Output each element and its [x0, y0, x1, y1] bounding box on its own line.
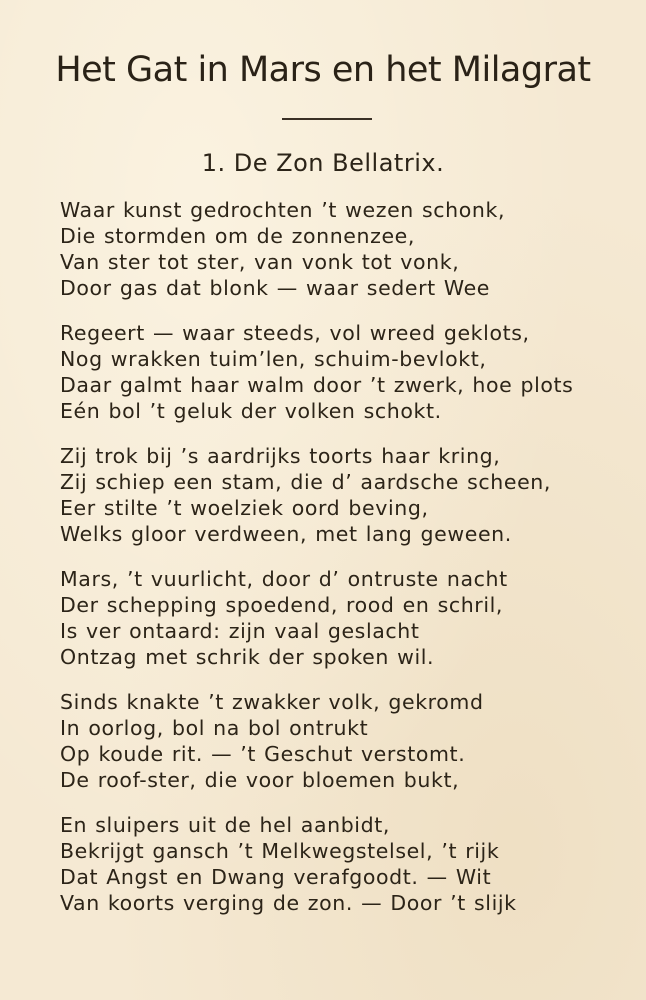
poem-line: De roof-ster, die voor bloemen bukt, [60, 768, 460, 792]
poem-line: Mars, ’t vuurlicht, door d’ ontruste nacht [60, 567, 508, 591]
stanza-2 [60, 320, 620, 424]
poem-line: Die stormden om de zonnenzee, [60, 224, 416, 248]
poem-line: Is ver ontaard: zijn vaal geslacht [60, 619, 420, 643]
poem-line: Zij trok bij ’s aardrijks toorts haar kring, [60, 444, 501, 468]
poem-line: Welks gloor verdween, met lang geween. [60, 522, 512, 546]
poem-line: Zij schiep een stam, die d’ aardsche scheen, [60, 470, 551, 494]
stanza-3 [60, 443, 620, 547]
poem-line: Eén bol ’t geluk der volken schokt. [60, 399, 442, 423]
poem-line: Dat Angst en Dwang verafgoodt. — Wit [60, 865, 492, 889]
stanza-1 [60, 197, 620, 301]
poem-line: Der schepping spoedend, rood en schril, [60, 593, 504, 617]
poem-line: Op koude rit. — ’t Geschut verstomt. [60, 742, 466, 766]
stanza-4 [60, 566, 620, 670]
poem-line: En sluipers uit de hel aanbidt, [60, 813, 390, 837]
poem-line: Eer stilte ’t woelziek oord beving, [60, 496, 429, 520]
poem-line: Door gas dat blonk — waar sedert Wee [60, 276, 490, 300]
poem-line: Sinds knakte ’t zwakker volk, gekromd [60, 690, 484, 714]
poem-line: Nog wrakken tuim’len, schuim-bevlokt, [60, 347, 487, 371]
section-heading: 1. De Zon Bellatrix. [201, 149, 445, 177]
poem-line: Waar kunst gedrochten ’t wezen schonk, [60, 198, 506, 222]
poem-line: Ontzag met schrik der spoken wil. [60, 645, 435, 669]
poem-line: Daar galmt haar walm door ’t zwerk, hoe plots [60, 373, 574, 397]
stanza-5 [60, 689, 620, 793]
stanza-6 [60, 812, 620, 916]
page-title: Het Gat in Mars en het Milagrat [55, 50, 591, 90]
poem-line: Bekrijgt gansch ’t Melkwegstelsel, ’t rijk [60, 839, 500, 863]
title-divider [282, 118, 372, 120]
poem-body [60, 197, 620, 935]
poem-line: Regeert — waar steeds, vol wreed geklots, [60, 321, 530, 345]
poem-line: Van ster tot ster, van vonk tot vonk, [60, 250, 460, 274]
poem-line: In oorlog, bol na bol ontrukt [60, 716, 369, 740]
poem-line: Van koorts verging de zon. — Door ’t slijk [60, 891, 517, 915]
